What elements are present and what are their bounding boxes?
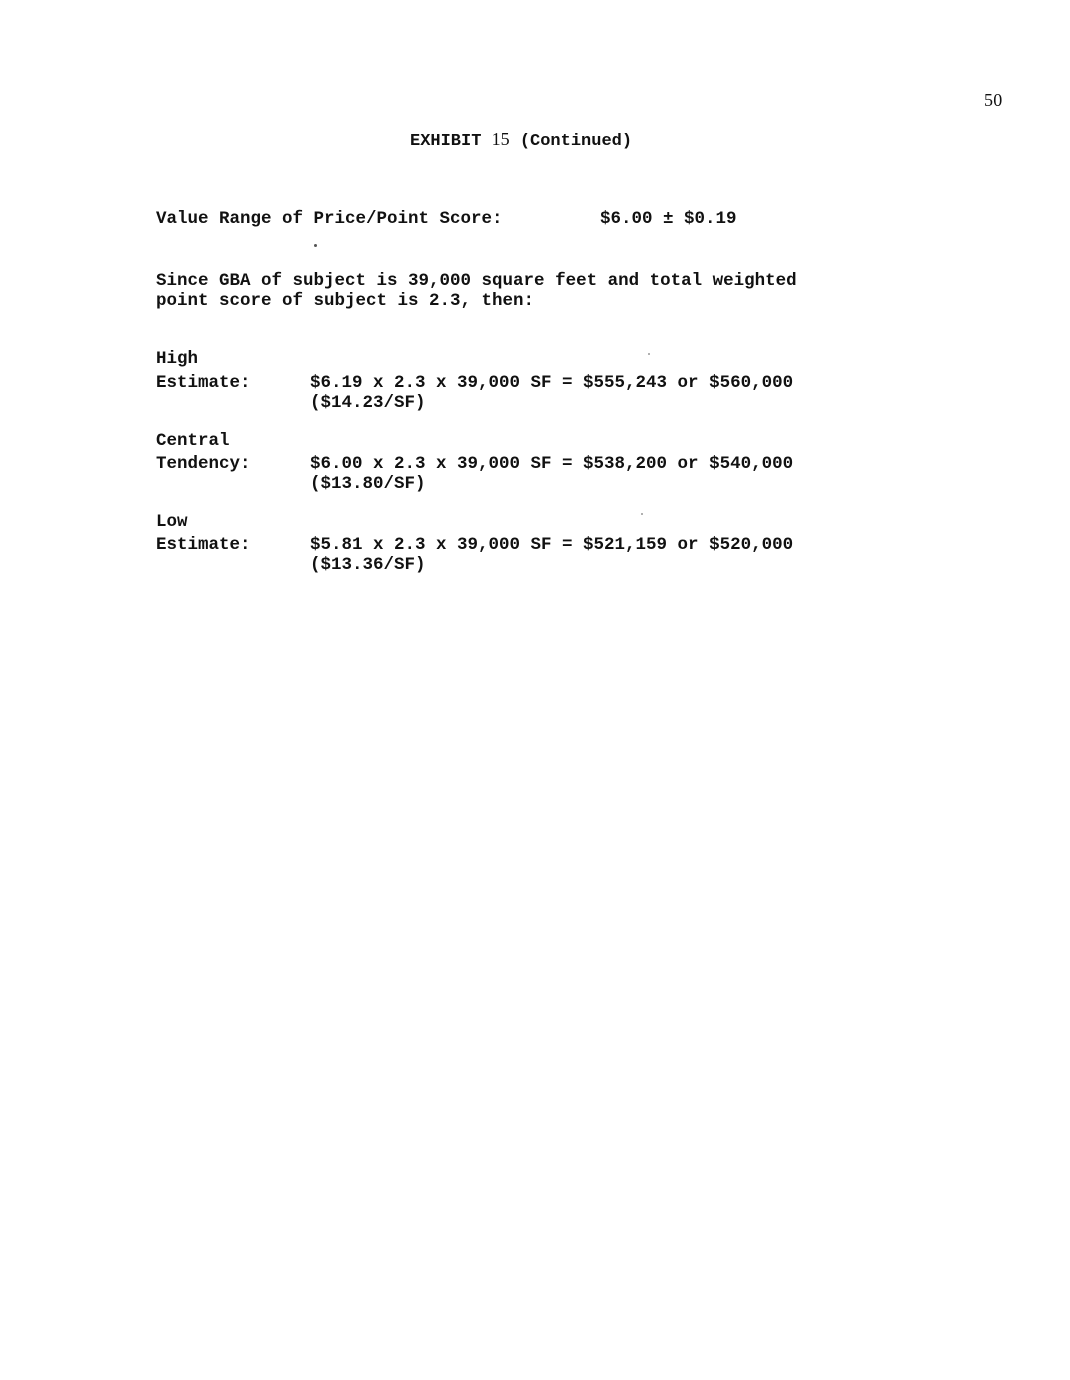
scan-speck	[314, 244, 317, 247]
central-label-line-2: Tendency:	[156, 454, 251, 474]
low-formula: $5.81 x 2.3 x 39,000 SF = $521,159 or $520,000	[310, 535, 794, 555]
high-label-line-1: High	[156, 349, 199, 369]
exhibit-title	[410, 129, 632, 152]
low-label-line-2: Estimate:	[156, 535, 251, 555]
page-number: 50	[984, 90, 1003, 110]
low-label-line-1: Low	[156, 512, 188, 532]
scan-speck	[648, 353, 650, 355]
high-per-sf: ($14.23/SF)	[310, 393, 426, 413]
exhibit-title-prefix: EXHIBIT	[410, 132, 492, 151]
central-per-sf: ($13.80/SF)	[310, 474, 426, 494]
central-formula: $6.00 x 2.3 x 39,000 SF = $538,200 or $540,000	[310, 454, 794, 474]
paragraph-line-1: Since GBA of subject is 39,000 square feet and total weighted	[156, 271, 797, 291]
scan-speck	[641, 513, 643, 515]
central-label-line-1: Central	[156, 431, 230, 451]
low-per-sf: ($13.36/SF)	[310, 555, 426, 575]
high-formula: $6.19 x 2.3 x 39,000 SF = $555,243 or $560,000	[310, 373, 794, 393]
value-range-label: Value Range of Price/Point Score:	[156, 209, 503, 229]
paragraph-line-2: point score of subject is 2.3, then:	[156, 291, 535, 311]
value-range-value: $6.00 ± $0.19	[600, 209, 737, 229]
exhibit-number: 15	[491, 129, 510, 149]
exhibit-title-suffix: (Continued)	[509, 132, 633, 151]
high-label-line-2: Estimate:	[156, 373, 251, 393]
